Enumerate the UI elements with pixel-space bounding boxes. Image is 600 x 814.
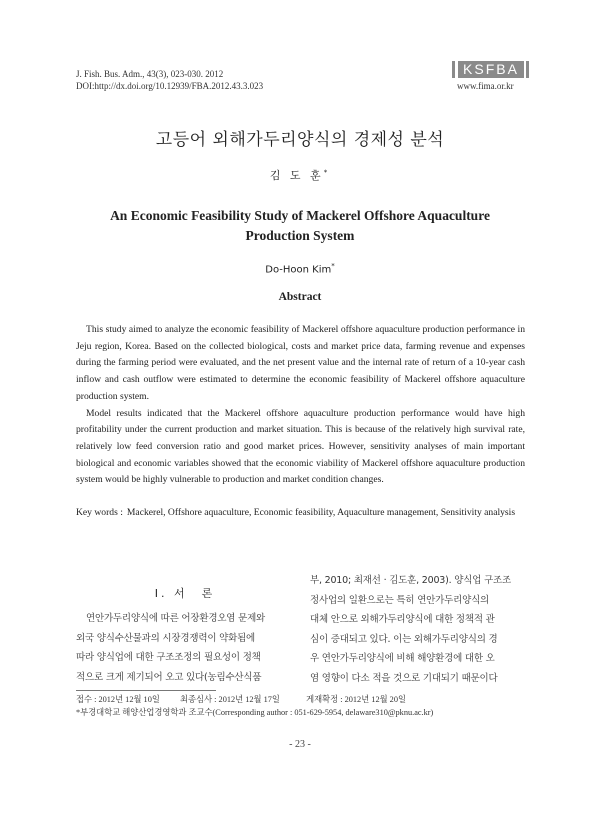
right-column-line: 대체 안으로 외해가두리양식에 대한 정책적 관 xyxy=(310,614,495,626)
logo-left-bar xyxy=(452,61,455,78)
right-column-line: 심이 증대되고 있다. 이는 외해가두리양식의 경 xyxy=(310,633,498,645)
left-column-line: 적으로 크게 제기되어 오고 있다(농림수산식품 xyxy=(76,671,262,683)
author-korean-name: 김 도 훈 xyxy=(269,169,324,182)
section-heading-introduction: Ⅰ. 서 론 xyxy=(154,587,216,600)
journal-citation: J. Fish. Bus. Adm., 43(3), 023-030. 2012 xyxy=(76,69,224,79)
left-column-line: 연안가두리양식에 따른 어장환경오염 문제와 xyxy=(86,613,266,624)
right-column-line: 부, 2010; 최재선 · 김도훈, 2003). 양식업 구조조 xyxy=(310,575,511,586)
abstract-paragraph-2: Model results indicated that the Mackerel offshore aquaculture production performance would have high profitability under the current production and market situation. This is because of the relatively high survival rate, relatively low feed conversion ratio and good market prices. However, sensitivity analyses of main important biological and economic variables showed that the economic viability of Mackerel offshore aquaculture production system would be highly vulnerable to production and market condition changes. xyxy=(76,407,525,486)
journal-logo: KSFBA xyxy=(458,61,524,78)
footnote-divider xyxy=(76,690,216,691)
page-number: - 23 - xyxy=(289,739,311,750)
author-english-mark: * xyxy=(331,262,335,270)
title-english-line-2: Production System xyxy=(245,228,355,243)
received-date: 접수 : 2012년 12월 10일 xyxy=(76,695,160,704)
author-korean xyxy=(0,167,600,183)
doi-link[interactable]: DOI:http://dx.doi.org/10.12939/FBA.2012.43.3.023 xyxy=(76,81,264,91)
title-english-line-1: An Economic Feasibility Study of Mackerel Offshore Aquaculture xyxy=(110,208,490,223)
right-column-line: 염 영향이 다소 적을 것으로 기대되기 때문이다 xyxy=(310,672,498,684)
corresponding-author-note: *부경대학교 해양산업경영학과 조교수(Corresponding author : 051-629-5954, delaware310@pknu.ac.kr) xyxy=(76,708,434,717)
right-column-text xyxy=(310,571,511,689)
right-column-line: 우 연안가두리양식에 비해 해양환경에 대한 오 xyxy=(310,653,495,665)
accepted-date: 게재확정 : 2012년 12월 20일 xyxy=(306,695,406,704)
author-english-name: Do-Hoon Kim xyxy=(265,264,332,276)
abstract-paragraph-1: This study aimed to analyze the economic feasibility of Mackerel offshore aquaculture production performance in Jeju region, Korea. Based on the collected biological, costs and market price data, farming revenue and expenses during the farming period were evaluated, and the net present value and the internal rate of return of a 10-year cash inflow and cash outflow were estimated to determine the economic feasibility of Mackerel offshore aquaculture production system. xyxy=(76,324,525,402)
left-column-line: 따라 양식업에 대한 구조조정의 필요성이 정책 xyxy=(76,652,261,664)
left-column-text xyxy=(76,609,265,687)
journal-website-link[interactable]: www.fima.or.kr xyxy=(457,81,514,91)
title-english xyxy=(0,206,600,246)
footnote-dates xyxy=(76,694,406,705)
keywords-label: Key words : xyxy=(76,507,123,518)
author-english xyxy=(0,262,600,275)
author-korean-mark: * xyxy=(323,168,331,177)
abstract-heading: Abstract xyxy=(278,291,322,303)
logo-right-bar xyxy=(526,61,529,78)
abstract-body xyxy=(76,322,525,489)
keywords-text: Mackerel, Offshore aquaculture, Economic feasibility, Aquaculture management, Sensitivity analysis xyxy=(126,507,516,518)
revised-date: 최종심사 : 2012년 12월 17일 xyxy=(180,695,280,704)
right-column-line: 정사업의 일환으로는 특히 연안가두리양식의 xyxy=(310,594,490,606)
title-korean: 고등어 외해가두리양식의 경제성 분석 xyxy=(155,130,445,150)
keywords-block xyxy=(76,505,525,522)
left-column-line: 외국 양식수산물과의 시장경쟁력이 약화됨에 xyxy=(76,632,256,644)
